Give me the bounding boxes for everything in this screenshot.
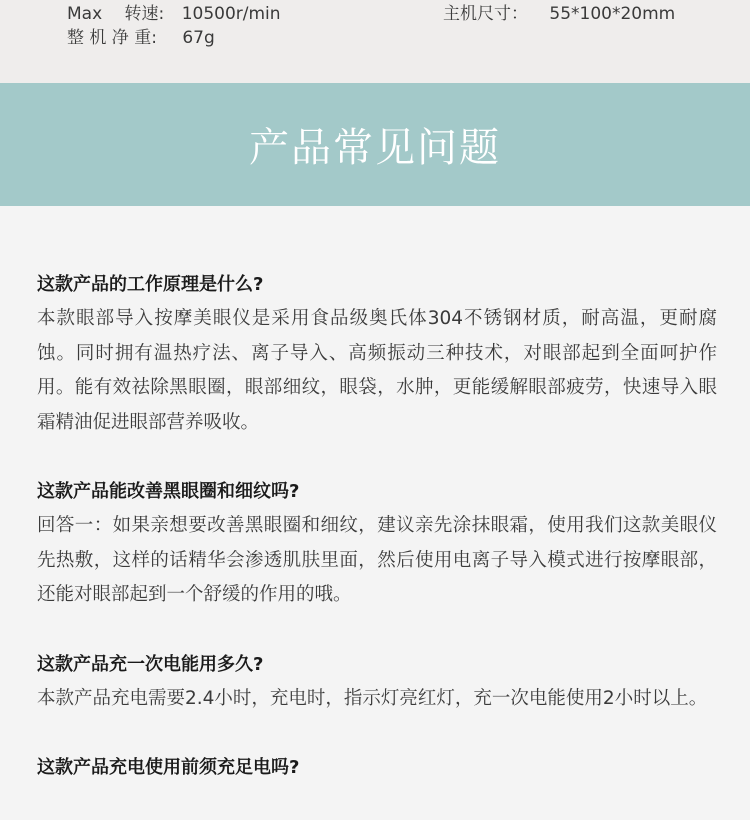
faq-question: 这款产品充电使用前须充足电吗? bbox=[37, 757, 300, 778]
faq-question: 这款产品的工作原理是什么? bbox=[37, 274, 264, 295]
spec-speed bbox=[67, 2, 281, 26]
faq-item bbox=[37, 751, 717, 785]
faq-item bbox=[37, 648, 717, 717]
spec-size-value: 55*100*20mm bbox=[549, 4, 676, 24]
faq-list bbox=[37, 268, 717, 820]
faq-answer: 回答一：如果亲想要改善黑眼圈和细纹，建议亲先涂抹眼霜，使用我们这款美眼仪先热敷，这样的话精华会渗透肌肤里面，然后使用电离子导入模式进行按摩眼部，还能对眼部起到一个舒缓的作用的哦。 bbox=[37, 515, 717, 605]
spec-weight-value: 67g bbox=[182, 28, 215, 48]
banner-title: 产品常见问题 bbox=[249, 125, 501, 171]
faq-question: 这款产品能改善黑眼圈和细纹吗? bbox=[37, 481, 300, 502]
faq-item bbox=[37, 475, 717, 613]
faq-answer: 本款产品充电需要2.4小时，充电时，指示灯亮红灯，充一次电能使用2小时以上。 bbox=[37, 687, 708, 709]
faq-item bbox=[37, 268, 717, 440]
faq-answer: 本款眼部导入按摩美眼仪是采用食品级奥氏体304不锈钢材质，耐高温，更耐腐蚀。同时拥有温热疗法、离子导入、高频振动三种技术，对眼部起到全面呵护作用。能有效祛除黑眼圈，眼部细纹，眼袋，水肿，更能缓解眼部疲劳，快速导入眼霜精油促进眼部营养吸收。 bbox=[37, 308, 717, 433]
faq-question: 这款产品充一次电能用多久? bbox=[37, 653, 264, 675]
spec-weight bbox=[67, 26, 215, 50]
spec-speed-label: Max 转速: bbox=[67, 4, 165, 24]
spec-speed-value: 10500r/min bbox=[181, 4, 281, 24]
faq-banner bbox=[0, 83, 750, 206]
product-specs bbox=[0, 0, 750, 83]
spec-size-label: 主机尺寸： bbox=[443, 4, 528, 24]
spec-weight-label: 整 机 净 重: bbox=[67, 28, 157, 48]
spec-size bbox=[443, 2, 675, 26]
